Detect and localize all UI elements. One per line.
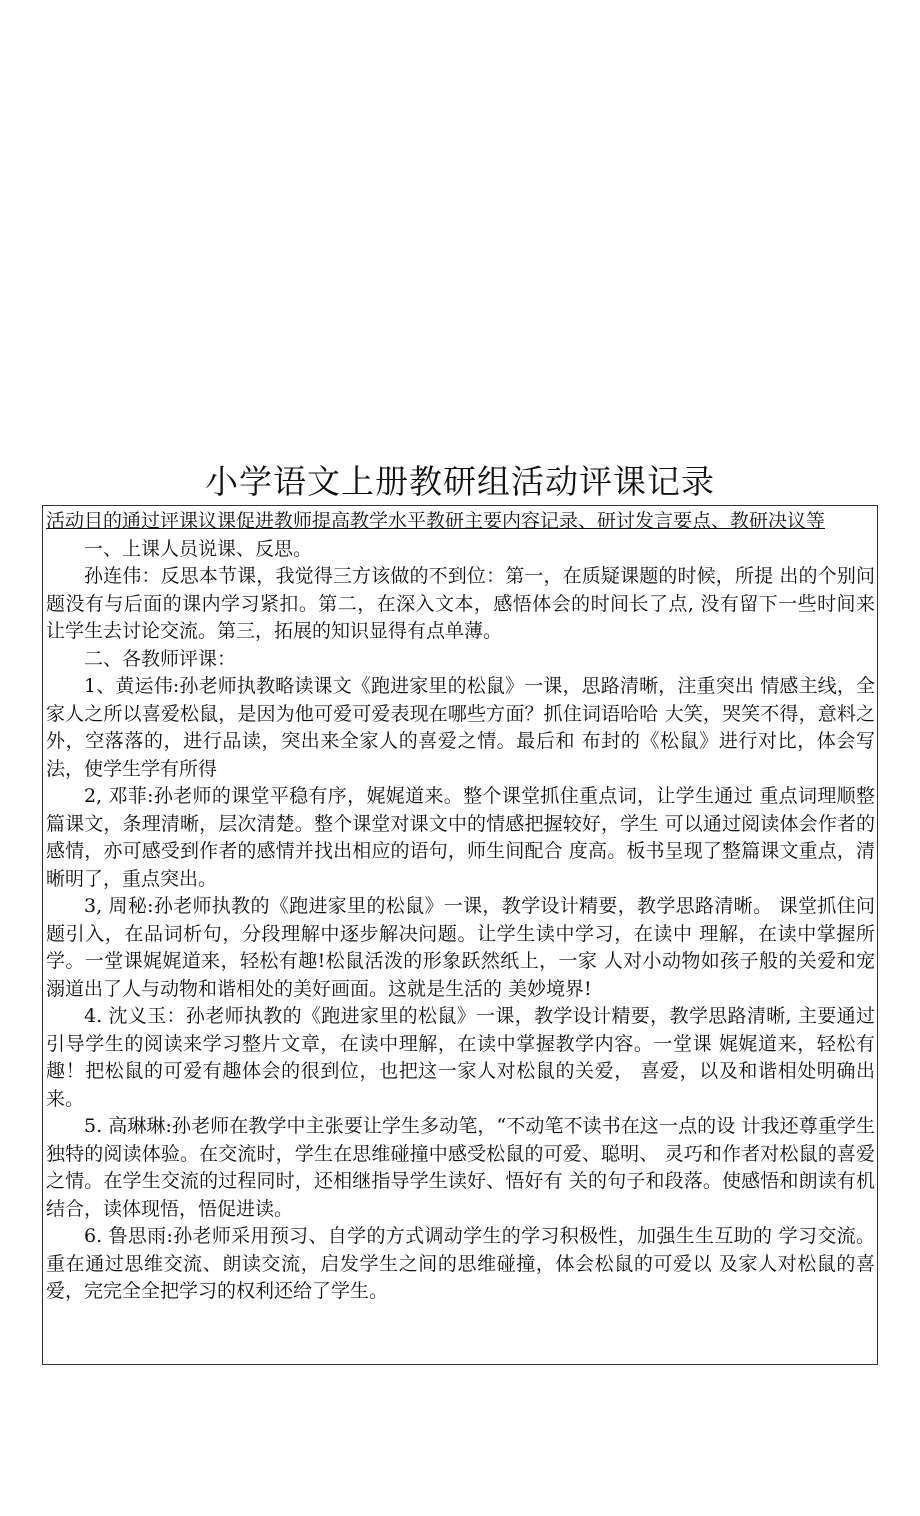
paragraph-section-one-heading: 一、上课人员说课、反思。 <box>84 537 313 560</box>
record-table-cell <box>42 505 878 1365</box>
document-title: 小学语文上册教研组活动评课记录 <box>205 462 715 501</box>
paragraph-review-shen: 4. 沈义玉：孙老师执教的《跑进家里的松鼠》一课，教学设计精要，教学思路清晰, 主要通过引导学生的阅读来学习整片文章，在读中理解，在读中掌握教学内容。一堂课 娓娓道来，轻松有趣！把松鼠的可爱有趣体会的很到位，也把这一家人对松鼠的关爱， 喜爱，以及和谐相处明确出来。 <box>46 1005 875 1110</box>
paragraph-review-deng: 2, 邓菲:孙老师的课堂平稳有序，娓娓道来。整个课堂抓住重点词，让学生通过 重点词理顺整篇课文，条理清晰，层次清楚。整个课堂对课文中的情感把握较好，学生 可以通过阅读体会作者的感情，亦可感受到作者的感情并找出相应的语句，师生间配合 度高。板书呈现了整篇课文重点，清晰明了，重点突出。 <box>46 785 875 890</box>
paragraph-review-zhou: 3, 周秘:孙老师执教的《跑进家里的松鼠》一课，教学设计精要，教学思路清晰。 课堂抓住问题引入，在品词析句，分段理解中逐步解决问题。让学生读中学习，在读中 理解，在读中掌握所学。一堂课娓娓道来，轻松有趣!松鼠活泼的形象跃然纸上，一家 人对小动物如孩子般的关爱和宠溺道出了人与动物和谐相处的美好画面。这就是生活的 美妙境界! <box>46 895 875 1000</box>
paragraph-reflection-sun: 孙连伟：反思本节课，我觉得三方该做的不到位：第一，在质疑课题的时候，所提 出的个别问题没有与后面的课内学习紧扣。第二，在深入文本，感悟体会的时间长了点, 没有留下一些时间来让学生去讨论交流。第三，拓展的知识显得有点单薄。 <box>46 565 875 642</box>
paragraph-review-huang: 1、黄运伟:孙老师执教略读课文《跑进家里的松鼠》一课，思路清晰，注重突出 情感主线，全家人之所以喜爱松鼠，是因为他可爱可爱表现在哪些方面？抓住词语哈哈 大笑，哭笑不得，意料之外，空落落的，进行品读，突出来全家人的喜爱之情。最后和 布封的《松鼠》进行对比，体会写法，使学生学有所得 <box>46 675 875 780</box>
paragraph-section-two-heading: 二、各教师评课： <box>84 647 237 670</box>
record-header: 活动目的通过评课议课促进教师提高教学水平教研主要内容记录、研讨发言要点、教研决议等 <box>46 510 826 532</box>
paragraph-review-gao: 5. 高琳琳:孙老师在教学中主张要让学生多动笔，“不动笔不读书在这一点的设 计我还尊重学生独特的阅读体验。在交流时，学生在思维碰撞中感受松鼠的可爱、聪明、 灵巧和作者对松鼠的喜爱之情。在学生交流的过程同时，还相继指导学生读好、悟好有 关的句子和段落。使感悟和朗读有机结合，读体现悟，悟促进读。 <box>46 1115 875 1220</box>
paragraph-review-lu: 6. 鲁思雨:孙老师采用预习、自学的方式调动学生的学习积极性，加强生生互助的 学习交流。重在通过思维交流、朗读交流，启发学生之间的思维碰撞，体会松鼠的可爱以 及家人对松鼠的喜爱，完完全全把学习的权利还给了学生。 <box>46 1225 875 1302</box>
